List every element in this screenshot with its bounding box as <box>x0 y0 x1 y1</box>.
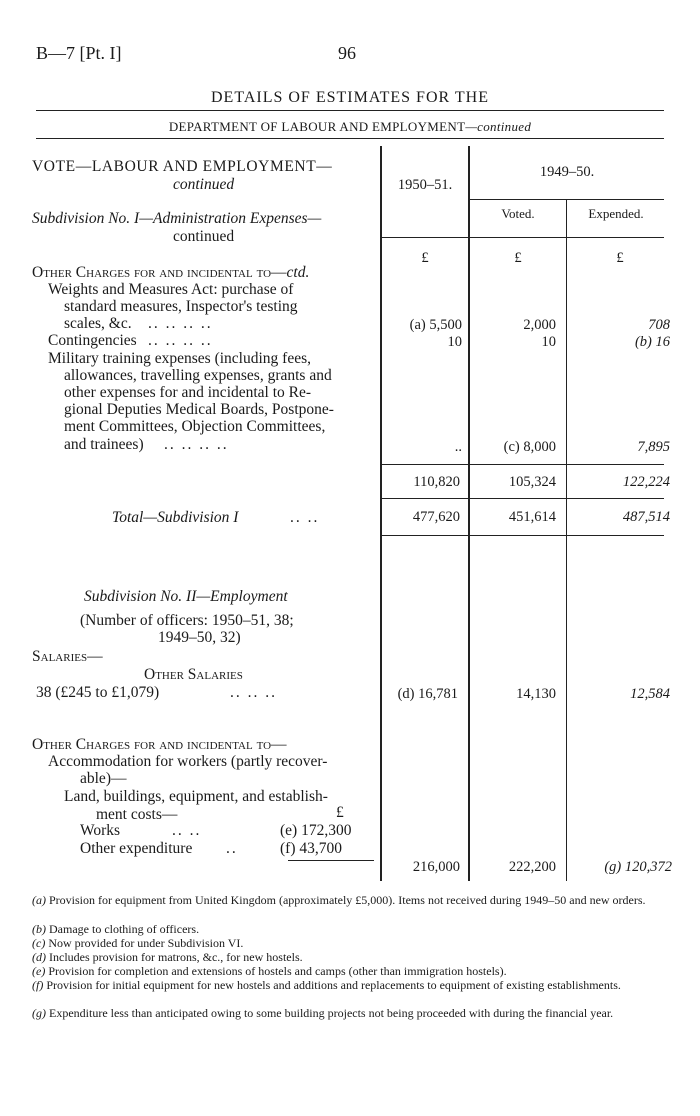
other-expenditure-label: Other expenditure <box>80 840 193 857</box>
footnote: (a) Provision for equipment from United Kingdom (approximately £5,000). Items not received during 1949–50 and new orders. <box>32 893 646 907</box>
item-line: Contingencies <box>48 332 137 349</box>
value-current: 10 <box>447 334 462 350</box>
works-value: (e) 172,300 <box>280 822 352 839</box>
currency-symbol: £ <box>616 250 624 266</box>
vote-continued: continued <box>173 176 235 193</box>
subdivision2-title: Subdivision No. II—Employment <box>84 588 288 605</box>
total-voted: 451,614 <box>508 509 556 525</box>
works-label: Works <box>80 822 121 839</box>
other-expenditure-value: (f) 43,700 <box>280 840 342 857</box>
item-line: and trainees) <box>64 436 144 453</box>
page-number: 96 <box>338 43 356 63</box>
subtotal-rule <box>382 464 664 465</box>
item-line: Military training expenses (including fees, <box>48 350 312 367</box>
accommodation-expended: (g) 120,372 <box>604 859 672 875</box>
value-voted: (c) 8,000 <box>503 439 556 455</box>
leader-dots: .. .. .. .. <box>148 315 213 332</box>
leader-dots: .. .. .. .. <box>148 332 213 349</box>
officers-line: (Number of officers: 1950–51, 38; <box>80 612 294 629</box>
salary-line: 38 (£245 to £1,079) <box>36 684 160 701</box>
land-line: ment costs— <box>96 806 178 823</box>
salary-current: (d) 16,781 <box>397 686 458 702</box>
item-line: standard measures, Inspector's testing <box>64 298 298 315</box>
leader-dots: .. .. .. .. <box>164 436 229 453</box>
accommodation-current: 216,000 <box>412 859 460 875</box>
value-expended: 708 <box>648 317 670 333</box>
accommodation-line: able)— <box>80 770 127 787</box>
item-line: other expenses for and incidental to Re- <box>64 384 312 401</box>
column-year-prior: 1949–50. <box>539 164 595 180</box>
footnote: (f) Provision for initial equipment for new hostels and additions and replacements to equipment of existing establishments. <box>32 978 621 992</box>
leader-dots: .. <box>226 840 238 857</box>
footnote: (b) Damage to clothing of officers. <box>32 922 200 936</box>
other-salaries-heading: Other Salaries <box>144 666 243 683</box>
value-voted: 2,000 <box>523 317 556 333</box>
total-expended: 487,514 <box>622 509 670 525</box>
subtotal-current: 110,820 <box>413 474 460 490</box>
column-expended: Expended. <box>588 206 644 221</box>
subtitle-rule <box>36 138 664 139</box>
value-voted: 10 <box>541 334 556 350</box>
column-year-current: 1950–51. <box>397 177 453 193</box>
footnote: (c) Now provided for under Subdivision VI. <box>32 936 244 950</box>
sum-rule <box>288 860 374 861</box>
column-head-rule <box>382 237 664 238</box>
leader-dots: .. .. .. <box>230 684 277 701</box>
subdivision1-continued: continued <box>173 228 235 245</box>
column-divider-3 <box>566 200 567 881</box>
page-title: DETAILS OF ESTIMATES FOR THE <box>211 89 489 106</box>
value-current: .. <box>454 439 462 455</box>
subdivision1-title: Subdivision No. I—Administration Expenses— <box>32 210 322 227</box>
total-underline <box>382 535 664 536</box>
accommodation-voted: 222,200 <box>508 859 556 875</box>
total-label: Total—Subdivision I <box>112 509 239 526</box>
item-line: Weights and Measures Act: purchase of <box>48 281 294 298</box>
land-line: Land, buildings, equipment, and establish- <box>64 788 328 805</box>
title-rule <box>36 110 664 111</box>
subtotal-voted: 105,324 <box>508 474 556 490</box>
page-reference: B—7 [Pt. I] <box>36 43 122 63</box>
salary-expended: 12,584 <box>630 686 670 702</box>
page-subtitle: DEPARTMENT OF LABOUR AND EMPLOYMENT—continued <box>168 119 532 134</box>
year-prior-rule <box>470 199 664 200</box>
salary-voted: 14,130 <box>516 686 556 702</box>
value-expended: 7,895 <box>637 439 670 455</box>
item-line: ment Committees, Objection Committees, <box>64 418 326 435</box>
leader-dots: .. .. <box>290 509 320 526</box>
leader-dots: .. .. <box>172 822 202 839</box>
other-charges-heading: Other Charges for and incidental to—ctd. <box>32 264 310 281</box>
salaries-heading: Salaries— <box>32 648 103 665</box>
value-current: (a) 5,500 <box>409 317 462 333</box>
footnote: (e) Provision for completion and extensions of hostels and camps (other than immigration hostels). <box>32 964 507 978</box>
officers-line: 1949–50, 32) <box>158 629 241 646</box>
subtotal-expended: 122,224 <box>622 474 670 490</box>
item-line: gional Deputies Medical Boards, Postpone- <box>64 401 334 418</box>
item-line: allowances, travelling expenses, grants and <box>64 367 332 384</box>
total-rule <box>382 498 664 499</box>
currency-symbol: £ <box>421 250 429 266</box>
column-voted: Voted. <box>501 206 535 221</box>
value-expended: (b) 16 <box>634 334 670 350</box>
other-charges-heading: Other Charges for and incidental to— <box>32 736 287 753</box>
currency-symbol: £ <box>336 804 344 821</box>
item-line: scales, &c. <box>64 315 132 332</box>
footnote: (d) Includes provision for matrons, &c., for new hostels. <box>32 950 303 964</box>
currency-symbol: £ <box>514 250 522 266</box>
footnote: (g) Expenditure less than anticipated owing to some building projects not being proceeded with during the financial year. <box>32 1006 614 1020</box>
accommodation-line: Accommodation for workers (partly recover- <box>48 753 328 770</box>
vote-title: VOTE—LABOUR AND EMPLOYMENT— <box>32 158 333 175</box>
total-current: 477,620 <box>412 509 460 525</box>
